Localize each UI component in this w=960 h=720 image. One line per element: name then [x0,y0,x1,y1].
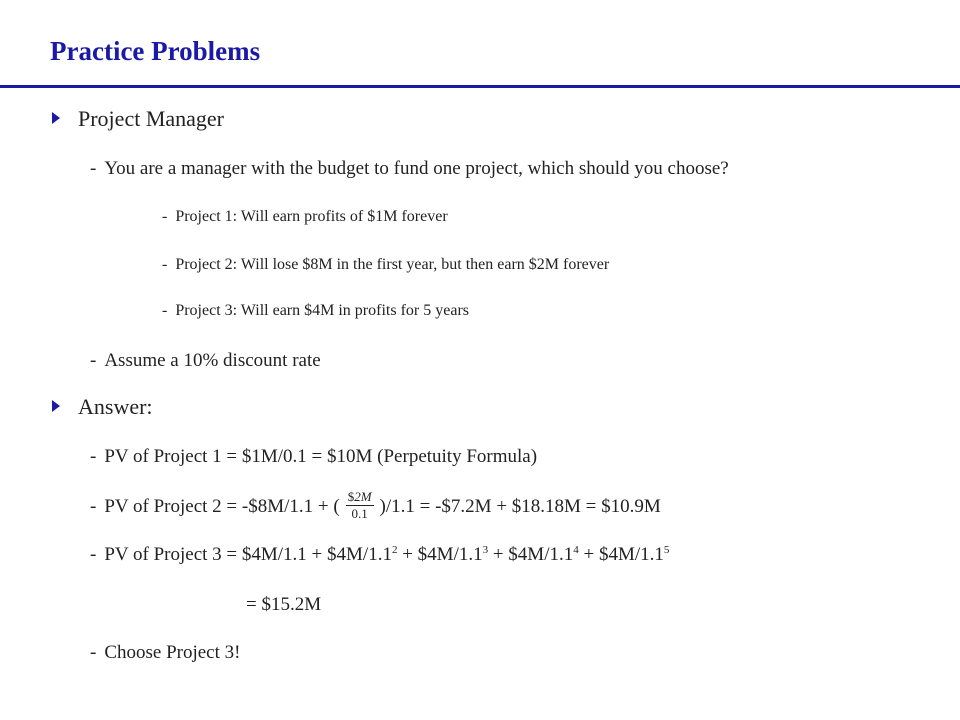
pv-project-3-result: = $15.2M [246,594,322,615]
pv-project-1: - PV of Project 1 = $1M/0.1 = $10M (Perpetuity Formula) [90,446,538,467]
project-2-item: - Project 2: Will lose $8M in the first year, but then earn $2M forever [162,256,610,273]
fraction: $\frac{\$2M}{0.1}$ [347,489,372,522]
bullet-arrow-icon [52,112,60,124]
page-title: Practice Problems [50,36,261,66]
question-prompt: - You are a manager with the budget to fund one project, which should you choose? [90,158,729,179]
project-3-item: - Project 3: Will earn $4M in profits for 5 years [162,302,469,319]
bullet-arrow-icon [52,400,60,412]
pv-project-3: - PV of Project 3 = $4M/1.1 + $\$4M/1.1^2$ + $\$4M/1.1^3$ + $\$4M/1.1^4$ + $\$4M/1.1^5$ [90,544,670,565]
bullet-project-manager [52,106,224,132]
pv-project-2: - PV of Project 2 = -$8M/1.1 + ( $\frac{\$2M}{0.1}$ )/1.1 = -$7.2M + $18.18M = $10.9M [90,489,661,522]
bullet-label: Answer: [78,394,153,419]
conclusion-item: - Choose Project 3! [90,642,241,663]
bullet-label: Project Manager [78,106,224,131]
title-divider [0,85,960,88]
project-1-item: - Project 1: Will earn profits of $1M forever [162,208,448,225]
bullet-answer [52,394,153,420]
assumption-item: - Assume a 10% discount rate [90,350,321,371]
